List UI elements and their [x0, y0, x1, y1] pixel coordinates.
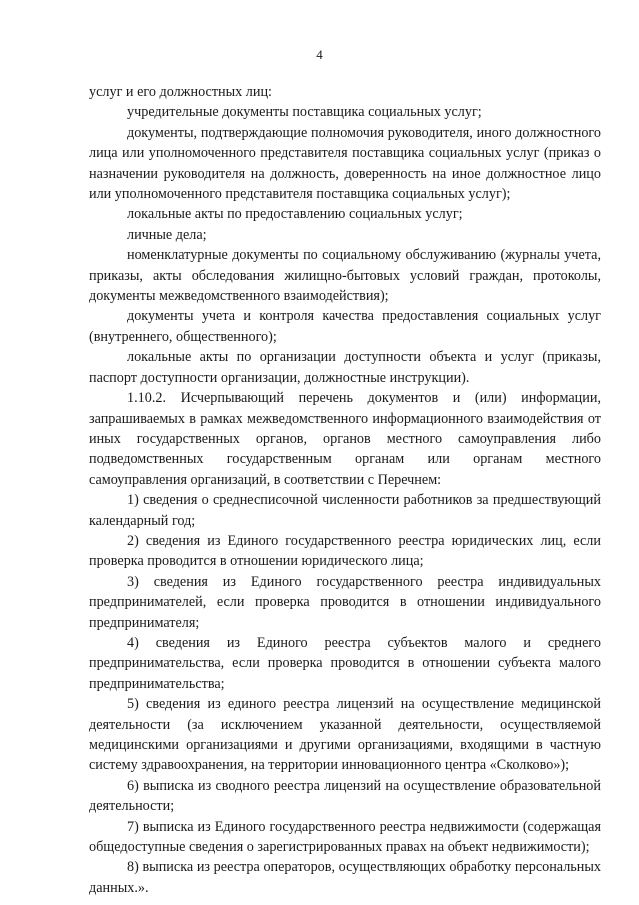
page-number: 4 [316, 47, 323, 62]
document-body [89, 82, 601, 898]
paragraph: локальные акты по предоставлению социальных услуг; [127, 206, 463, 223]
paragraph: документы, подтверждающие полномочия руководителя, иного должностного лица или уполномоченного представителя поставщика социальных услуг (приказ о назначении руководителя на должность, доверенность на иное должностное лицо или уполномоченного представителя поставщика социальных услуг); [89, 124, 601, 203]
paragraph: 1.10.2. Исчерпывающий перечень документов и (или) информации, запрашиваемых в рамках межведомственного информационного взаимодействия от иных государственных органов, органов местного самоуправления либо подведомственных государственным органам или органам местного самоуправления организаций, в соответствии с Перечнем: [89, 390, 601, 488]
list-item: 8) выписка из реестра операторов, осуществляющих обработку персональных данных.». [89, 859, 601, 896]
list-item: 1) сведения о среднесписочной численности работников за предшествующий календарный год; [89, 492, 601, 529]
list-item: 7) выписка из Единого государственного реестра недвижимости (содержащая общедоступные сведения о зарегистрированных правах на объект недвижимости); [89, 818, 601, 856]
list-item: 3) сведения из Единого государственного реестра индивидуальных предпринимателей, если проверка проводится в отношении индивидуального предпринимателя; [89, 573, 601, 631]
paragraph: локальные акты по организации доступности объекта и услуг (приказы, паспорт доступности организации, должностные инструкции). [89, 349, 601, 386]
list-item: 4) сведения из Единого реестра субъектов малого и среднего предпринимательства, если проверка проводится в отношении субъекта малого предпринимательства; [89, 634, 601, 692]
paragraph: учредительные документы поставщика социальных услуг; [127, 104, 482, 121]
list-item: 5) сведения из единого реестра лицензий на осуществление медицинской деятельности (за исключением указанной деятельности, осуществляемой медицинскими организациями и другими организациями, входящими в частную систему здравоохранения, на территории инновационного центра «Сколково»); [89, 696, 601, 774]
paragraph: услуг и его должностных лиц: [89, 84, 272, 100]
paragraph: номенклатурные документы по социальному обслуживанию (журналы учета, приказы, акты обследования жилищно-бытовых условий граждан, протоколы, документы межведомственного взаимодействия); [89, 247, 601, 305]
list-item: 6) выписка из сводного реестра лицензий на осуществление образовательной деятельности; [89, 777, 601, 815]
paragraph: документы учета и контроля качества предоставления социальных услуг (внутреннего, общественного); [89, 308, 601, 345]
paragraph: личные дела; [127, 226, 207, 243]
list-item: 2) сведения из Единого государственного реестра юридических лиц, если проверка проводится в отношении юридического лица; [89, 532, 601, 570]
